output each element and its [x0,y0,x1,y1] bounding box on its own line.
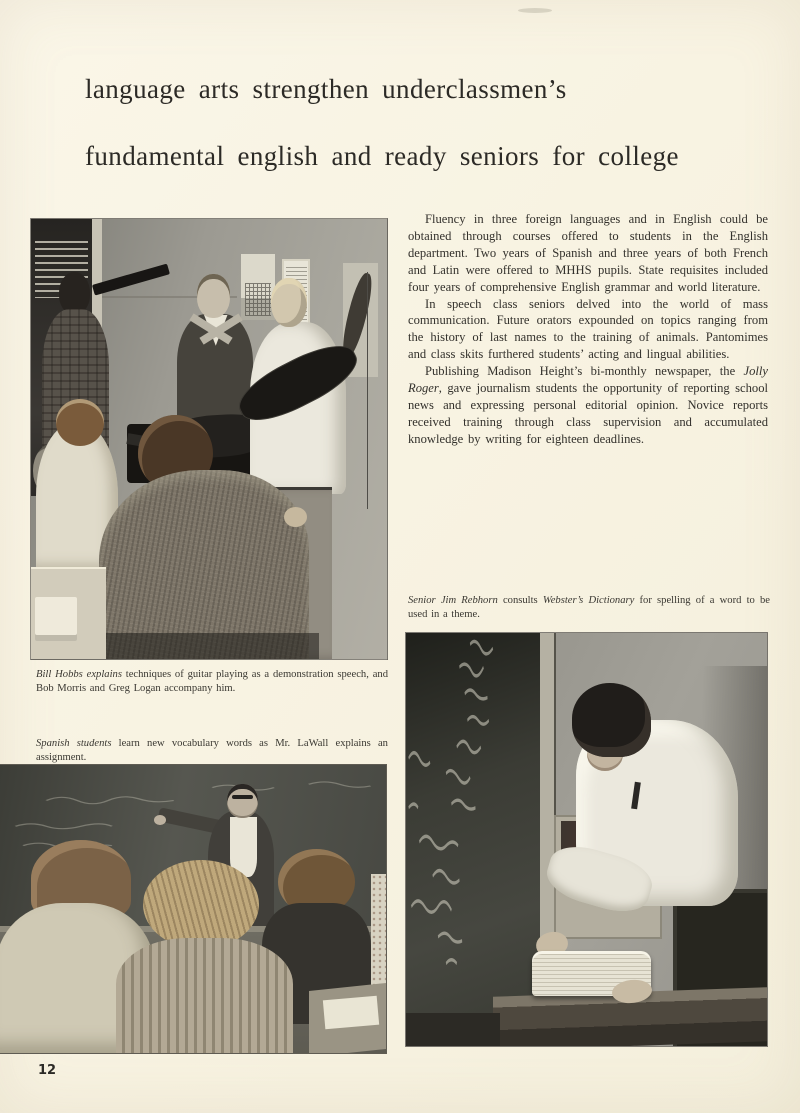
floor-shadow [106,633,320,659]
paper [35,597,78,641]
article-text [408,211,768,448]
student-head [572,683,651,757]
paragraph-jolly-roger [408,363,768,448]
headline-line-2: fundamental english and ready seniors for college [85,141,679,171]
photo-dictionary [405,632,768,1047]
caption-lead-in: Bill Hobbs explains [36,669,122,680]
calendar-grid [245,283,272,316]
caption-spanish [36,737,388,764]
caption-segment: techniques of guitar playing as a demonstration speech, and Bob Morris and Greg Logan accompany him. [36,669,388,694]
book-title: Webster’s Dictionary [542,595,635,606]
caption-lead-in: Senior Jim Rebhorn [408,595,498,606]
paragraph-segment: Publishing Madison Height’s bi-monthly newspaper, the [425,364,744,379]
chalkboard [406,633,540,1013]
photo-band [30,218,388,660]
caption-dictionary [408,594,770,621]
photo-spanish-class [0,764,387,1054]
teacher-head [227,784,258,819]
headline-line-1: language arts strengthen underclassmen’s [85,74,567,104]
caption-lead-in: Spanish students [36,738,112,749]
mic-stand [367,272,368,510]
caption-segment: learn new vocabulary words as Mr. LaWall explains an assignment. [36,738,388,763]
chalk-writing [406,633,540,1013]
paragraph-segment: , gave journalism students the opportunity of reporting school news and expressing personal editorial opinion. Novice reports received training through class supervision and accumulated knowledge by writing for eighteen deadlines. [408,381,768,446]
student2-hair [143,860,259,949]
page-number: 12 [38,1063,57,1078]
teacher-glasses [232,795,253,798]
patterned-dress [371,874,386,995]
center-musician-head [197,274,231,317]
right-musician-head [271,278,307,326]
foreground-student-hair [56,399,104,445]
left-musician-head [59,272,89,314]
guitar-neck-left [91,263,169,296]
student2-striped-shirt [116,938,294,1053]
paragraph-speech: In speech class seniors delved into the world of mass communication. Future orators expounded on topics ranging from the history of last names to the training of animals. Pantomimes and class skits furthered students’ acting and lingual abilities. [408,296,768,362]
paragraph-fluency: Fluency in three foreign languages and in English could be obtained through courses offered to students in the English department. Two years of Spanish and three years of both French and Latin were offered to MHHS pupils. State requisites included four years of comprehensive English grammar and world literature. [408,212,768,294]
caption-segment: consults [497,595,543,606]
scan-smudge [518,8,552,13]
caption-band [36,668,388,695]
caption-segment: for spelling of a word to be used in a theme. [408,595,770,620]
foreground-student2-sweater [99,470,309,659]
papers [323,996,379,1029]
counter-left [406,1013,500,1046]
newspaper-name: Jolly Roger [408,364,768,396]
